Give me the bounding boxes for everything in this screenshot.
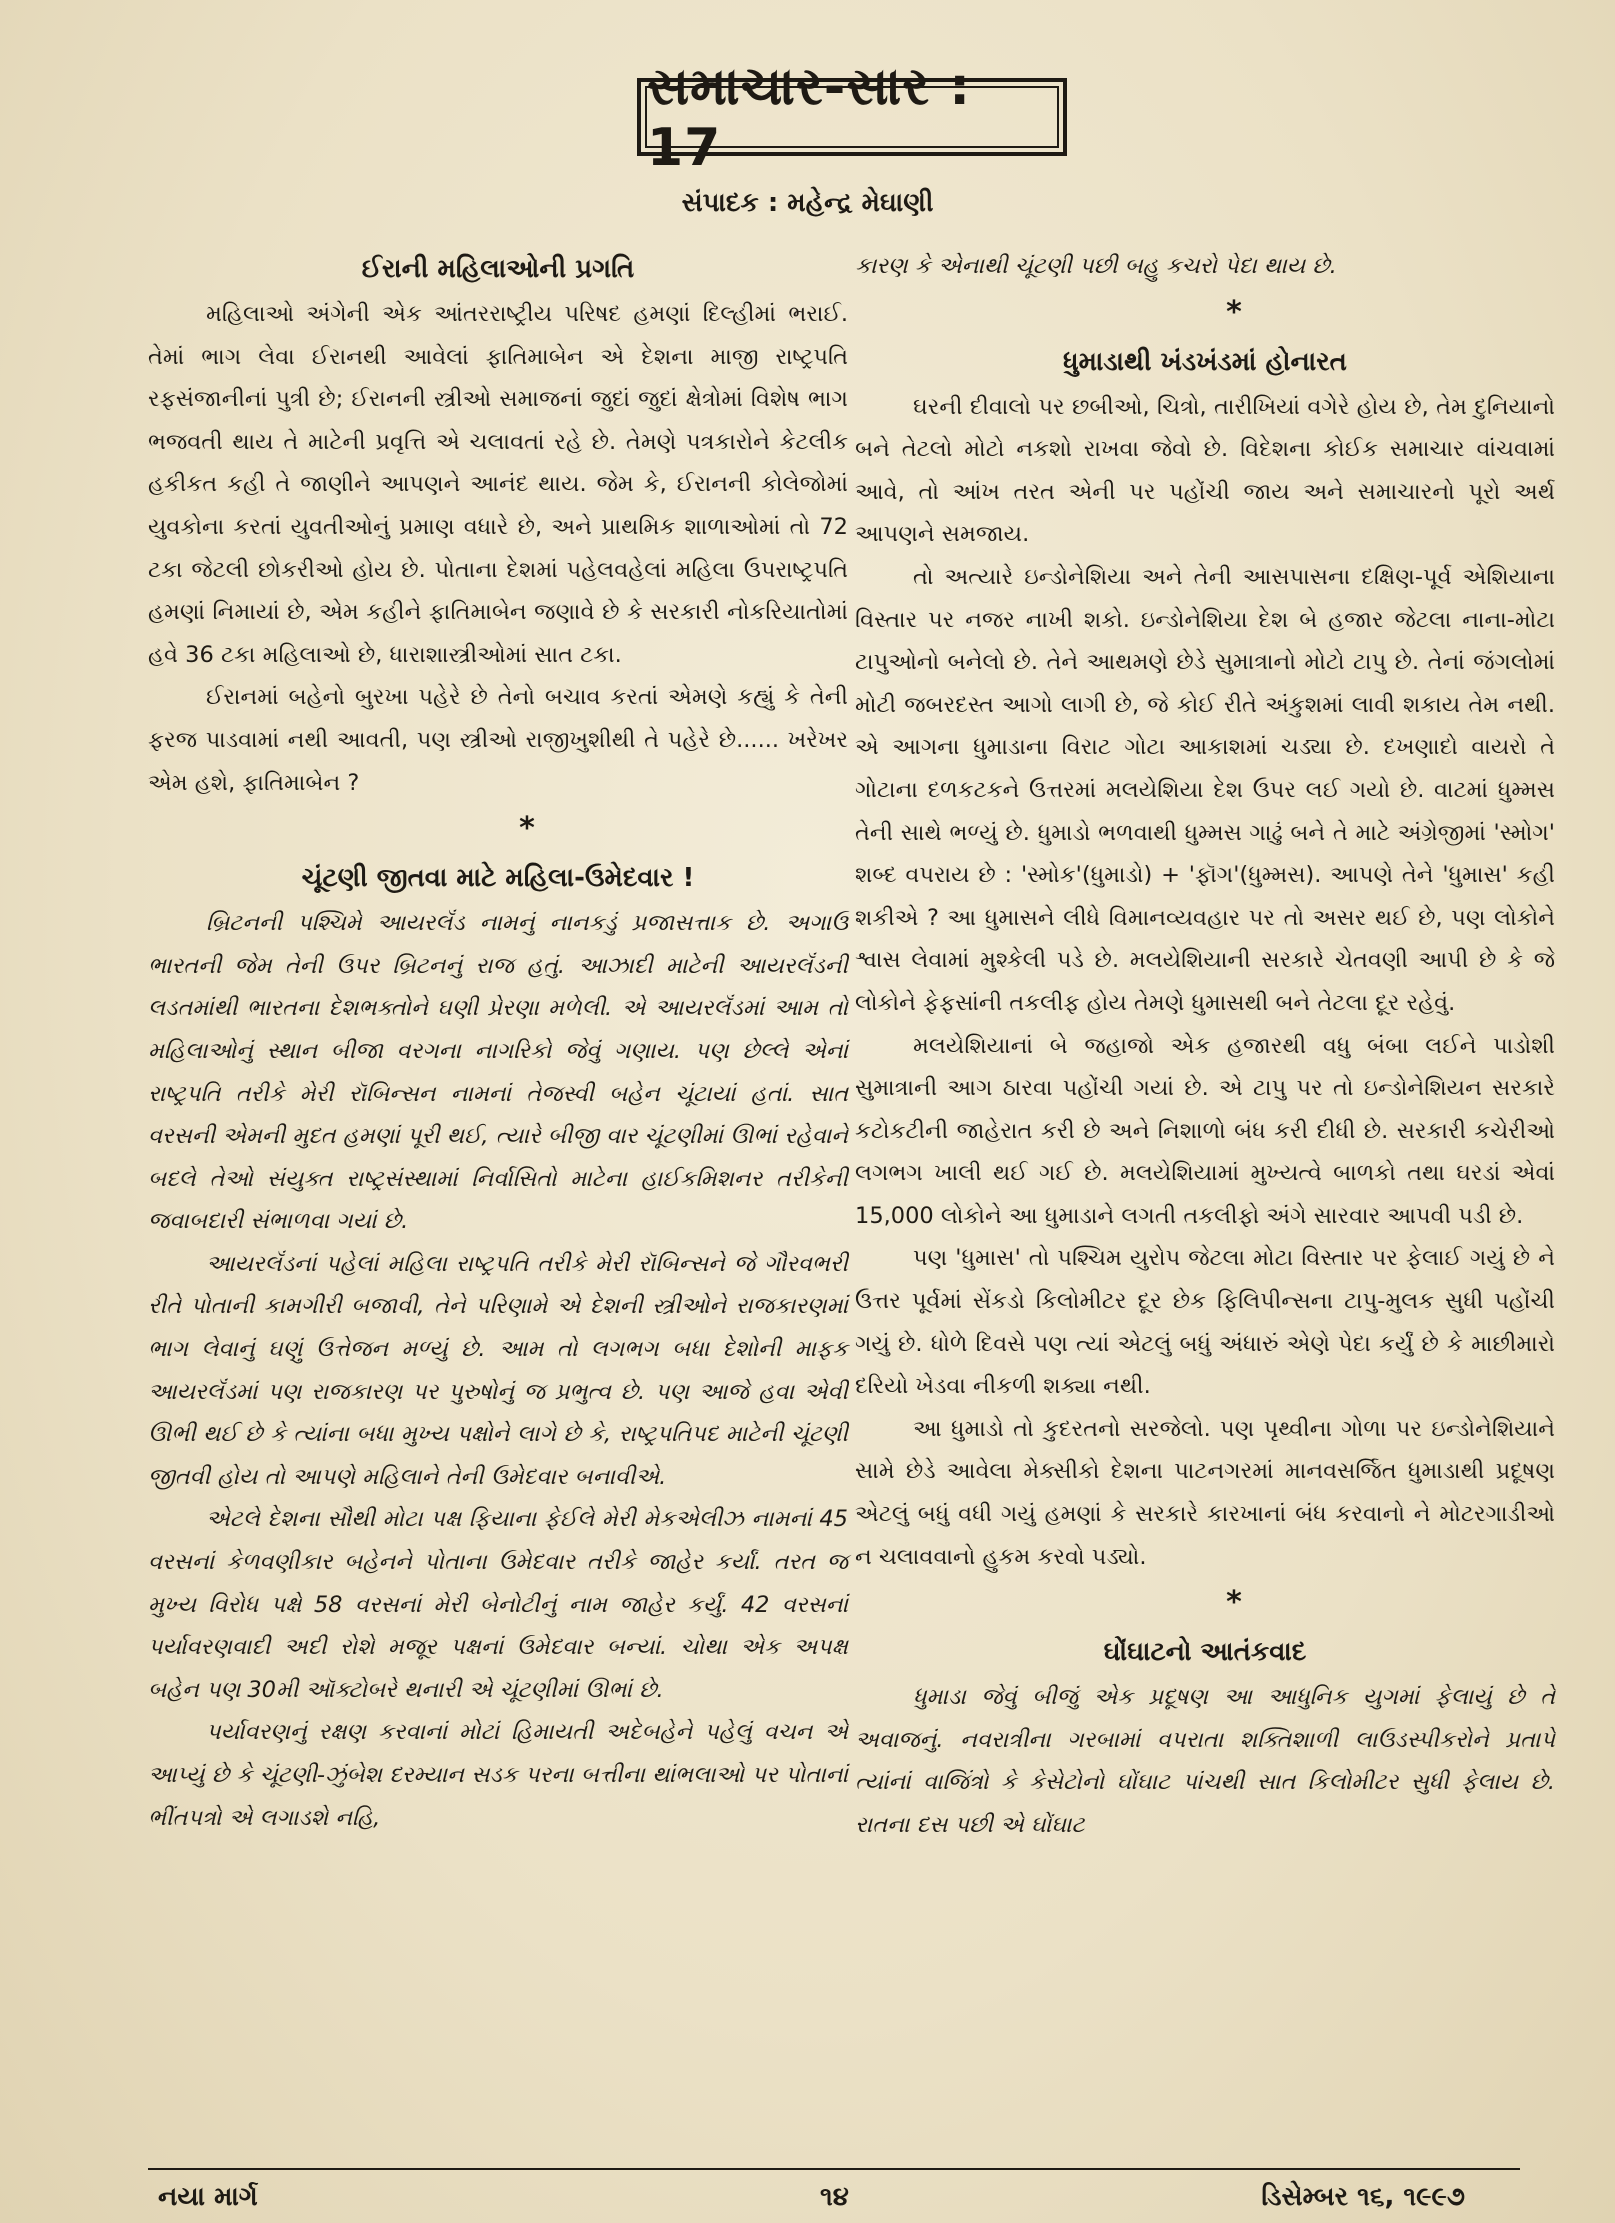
article-ireland-body: [148, 902, 848, 1839]
article-noise-title: ઘોંઘાટનો આતંકવાદ: [1103, 1637, 1307, 1668]
article-ireland-para-4: પર્યાવરણનું રક્ષણ કરવાનાં મોટાં હિમાયતી અદેબહેને પહેલું વચન એ આપ્યું છે કે ચૂંટણી-ઝુંબેશ દરમ્યાન સડક પરના બત્તીના થાંભલાઓ પર પોતાનાં ભીંતપત્રો એ લગાડશે નહિ,: [148, 1719, 848, 1831]
article-smoke-para-3: મલયેશિયાનાં બે જહાજો એક હજારથી વધુ બંબા લઈને પાડોશી સુમાત્રાની આગ ઠારવા પહોંચી ગયાં છે. એ ટાપુ પર તો ઇન્ડોનેશિયન સરકારે કટોકટીની જાહેરાત કરી છે અને નિશાળો બંધ કરી દીધી છે. સરકારી કચેરીઓ લગભગ ખાલી થઈ ગઈ છે. મલયેશિયામાં મુખ્યત્વે બાળકો તથા ઘરડાં એવાં 15,000 લોકોને આ ધુમાડાને લગતી તકલીફો અંગે સારવાર આપવી પડી છે.: [855, 1032, 1555, 1229]
right-column: [855, 245, 1555, 1847]
section-separator: *: [519, 811, 535, 847]
article-smoke-para-2: તો અત્યારે ઇન્ડોનેશિયા અને તેની આસપાસના દક્ષિણ-પૂર્વ એશિયાના વિસ્તાર પર નજર નાખી શકો. ઇન્ડોનેશિયા દેશ બે હજાર જેટલા નાના-મોટા ટાપુઓનો બનેલો છે. તેને આથમણે છેડે સુમાત્રાનો મોટો ટાપુ છે. તેનાં જંગલોમાં મોટી જબરદસ્ત આગો લાગી છે, જે કોઈ રીતે અંકુશમાં લાવી શકાય તેમ નથી. એ આગના ધુમાડાના વિરાટ ગોટા આકાશમાં ચડ્યા છે. દખણાદો વાયરો તે ગોટાના દળકટકને ઉત્તરમાં મલયેશિયા દેશ ઉપર લઈ ગયો છે. વાટમાં ધુમ્મસ તેની સાથે ભળ્યું છે. ધુમાડો ભળવાથી ધુમ્મસ ગાઢું બને તે માટે અંગ્રેજીમાં 'સ્મોગ' શબ્દ વપરાય છે : 'સ્મોક'(ધુમાડો) + 'ફૉગ'(ધુમ્મસ). આપણે તેને 'ધુમાસ' કહી શકીએ ? આ ધુમાસને લીધે વિમાનવ્યવહાર પર તો અસર થઈ છે, પણ લોકોને શ્વાસ લેવામાં મુશ્કેલી પડે છે. મલયેશિયાની સરકારે ચેતવણી આપી છે કે જે લોકોને ફેફસાંની તકલીફ હોય તેમણે ધુમાસથી બને તેટલા દૂર રહેવું.: [855, 563, 1555, 1016]
editor-credit: સંપાદક : મહેન્દ્ર મેઘાણી: [681, 188, 934, 218]
article-noise-para-1: ધુમાડા જેવું બીજું એક પ્રદૂષણ આ આધુનિક યુગમાં ફેલાયું છે તે અવાજનું. નવરાત્રીના ગરબામાં વપરાતા શક્તિશાળી લાઉડસ્પીકરોને પ્રતાપે ત્યાંનાં વાજિંત્રો કે કેસેટોનો ઘોંઘાટ પાંચથી સાત કિલોમીટર સુધી ફેલાય છે. રાતના દસ પછી એ ઘોંઘાટ: [855, 1684, 1555, 1838]
masthead-box: [637, 56, 1067, 178]
article-smoke-para-1: ઘરની દીવાલો પર છબીઓ, ચિત્રો, તારીખિયાં વગેરે હોય છે, તેમ દુનિયાનો બને તેટલો મોટો નકશો રાખવા જેવો છે. વિદેશના કોઈક સમાચાર વાંચવામાં આવે, તો આંખ તરત એની પર પહોંચી જાય અને સમાચારનો પૂરો અર્થ આપણને સમજાય.: [855, 393, 1555, 548]
article-smoke-title: ધુમાડાથી ખંડખંડમાં હોનારત: [1063, 346, 1347, 377]
article-iran-para-2: ઈરાનમાં બહેનો બુરખા પહેરે છે તેનો બચાવ કરતાં એમણે કહ્યું કે તેની ફરજ પાડવામાં નથી આવતી, પણ સ્ત્રીઓ રાજીખુશીથી તે પહેરે છે...... ખરેખર એમ હશે, ફાતિમાબેન ?: [148, 684, 848, 796]
article-ireland-continuation: કારણ કે એનાથી ચૂંટણી પછી બહુ કચરો પેદા થાય છે.: [855, 253, 1337, 279]
left-column: [148, 245, 848, 1839]
article-ireland-title: ચૂંટણી જીતવા માટે મહિલા-ઉમેદવાર !: [301, 863, 695, 894]
footer-rule: [148, 2168, 1520, 2170]
masthead-title: સમાચાર-સાર : 17: [645, 86, 1059, 148]
article-ireland-para-3: એટલે દેશના સૌથી મોટા પક્ષ ફિયાના ફેઈલે મેરી મેકએલીઝ નામનાં 45 વરસનાં કેળવણીકાર બહેનને પોતાના ઉમેદવાર તરીકે જાહેર કર્યાં. તરત જ મુખ્ય વિરોધ પક્ષે 58 વરસનાં મેરી બેનોટીનું નામ જાહેર કર્યું. 42 વરસનાં પર્યાવરણવાદી અદી રોશે મજૂર પક્ષનાં ઉમેદવાર બન્યાં. ચોથા એક અપક્ષ બહેન પણ 30મી ઑક્ટોબરે થનારી એ ચૂંટણીમાં ઊભાં છે.: [148, 1506, 848, 1703]
article-ireland-para-2: આયરલૅંડનાં પહેલાં મહિલા રાષ્ટ્રપતિ તરીકે મેરી રૉબિન્સને જે ગૌરવભરી રીતે પોતાની કામગીરી બજાવી, તેને પરિણામે એ દેશની સ્ત્રીઓને રાજકારણમાં ભાગ લેવાનું ઘણું ઉત્તેજન મળ્યું છે. આમ તો લગભગ બધા દેશોની માફક આયરલૅંડમાં પણ રાજકારણ પર પુરુષોનું જ પ્રભુત્વ છે. પણ આજે હવા એવી ઊભી થઈ છે કે ત્યાંના બધા મુખ્ય પક્ષોને લાગે છે કે, રાષ્ટ્રપતિપદ માટેની ચૂંટણી જીતવી હોય તો આપણે મહિલાને તેની ઉમેદવાર બનાવીએ.: [148, 1250, 848, 1490]
section-separator: *: [1226, 294, 1242, 330]
article-iran-title: ઈરાની મહિલાઓની પ્રગતિ: [361, 254, 635, 284]
publication-name: નયા માર્ગ: [158, 2182, 258, 2212]
article-smoke-para-4: પણ 'ધુમાસ' તો પશ્ચિમ યુરોપ જેટલા મોટા વિસ્તાર પર ફેલાઈ ગયું છે ને ઉત્તર પૂર્વમાં સેંકડો કિલોમીટર દૂર છેક ફિલિપીન્સના ટાપુ-મુલક સુધી પહોંચી ગયું છે. ધોળે દિવસે પણ ત્યાં એટલું બધું અંધારું એણે પેદા કર્યું છે કે માછીમારો દરિયો ખેડવા નીકળી શક્યા નથી.: [855, 1245, 1555, 1400]
page-footer: [0, 2182, 1615, 2222]
page-number: ૧૪: [820, 2182, 849, 2212]
article-iran-para-1: મહિલાઓ અંગેની એક આંતરરાષ્ટ્રીય પરિષદ હમણાં દિલ્હીમાં ભરાઈ. તેમાં ભાગ લેવા ઈરાનથી આવેલાં ફાતિમાબેન એ દેશના માજી રાષ્ટ્રપતિ રફસંજાનીનાં પુત્રી છે; ઈરાનની સ્ત્રીઓ સમાજનાં જુદાં જુદાં ક્ષેત્રોમાં વિશેષ ભાગ ભજવતી થાય તે માટેની પ્રવૃત્તિ એ ચલાવતાં રહે છે. તેમણે પત્રકારોને કેટલીક હકીકત કહી તે જાણીને આપણને આનંદ થાય. જેમ કે, ઈરાનની કોલેજોમાં યુવકોના કરતાં યુવતીઓનું પ્રમાણ વધારે છે, અને પ્રાથમિક શાળાઓમાં તો 72 ટકા જેટલી છોકરીઓ હોય છે. પોતાના દેશમાં પહેલવહેલાં મહિલા ઉપરાષ્ટ્રપતિ હમણાં નિમાયાં છે, એમ કહીને ફાતિમાબેન જણાવે છે કે સરકારી નોકરિયાતોમાં હવે 36 ટકા મહિલાઓ છે, ધારાશાસ્ત્રીઓમાં સાત ટકા.: [148, 301, 848, 668]
issue-date: ડિસેમ્બર ૧૬, ૧૯૯૭: [1261, 2182, 1465, 2212]
article-smoke-para-5: આ ધુમાડો તો કુદરતનો સરજેલો. પણ પૃથ્વીના ગોળા પર ઇન્ડોનેશિયાને સામે છેડે આવેલા મેક્સીકો દેશના પાટનગરમાં માનવસર્જિત ધુમાડાથી પ્રદૂષણ એટલું બધું વધી ગયું હમણાં કે સરકારે કારખાનાં બંધ કરવાનો ને મોટરગાડીઓ ન ચલાવવાનો હુકમ કરવો પડ્યો.: [855, 1415, 1555, 1570]
section-separator: *: [1226, 1585, 1242, 1621]
article-ireland-para-1: બ્રિટનની પશ્ચિમે આયરલૅંડ નામનું નાનકડું પ્રજાસત્તાક છે. અગાઉ ભારતની જેમ તેની ઉપર બ્રિટનનું રાજ હતું. આઝાદી માટેની આયરલૅંડની લડતમાંથી ભારતના દેશભક્તોને ઘણી પ્રેરણા મળેલી. એ આયરલૅંડમાં આમ તો મહિલાઓનું સ્થાન બીજા વરગના નાગરિકો જેવું ગણાય. પણ છેલ્લે એનાં રાષ્ટ્રપતિ તરીકે મેરી રૉબિન્સન નામનાં તેજસ્વી બહેન ચૂંટાયાં હતાં. સાત વરસની એમની મુદત હમણાં પૂરી થઈ, ત્યારે બીજી વાર ચૂંટણીમાં ઊભાં રહેવાને બદલે તેઓ સંયુક્ત રાષ્ટ્રસંસ્થામાં નિર્વાસિતો માટેના હાઈકમિશનર તરીકેની જવાબદારી સંભાળવા ગયાં છે.: [148, 910, 848, 1235]
